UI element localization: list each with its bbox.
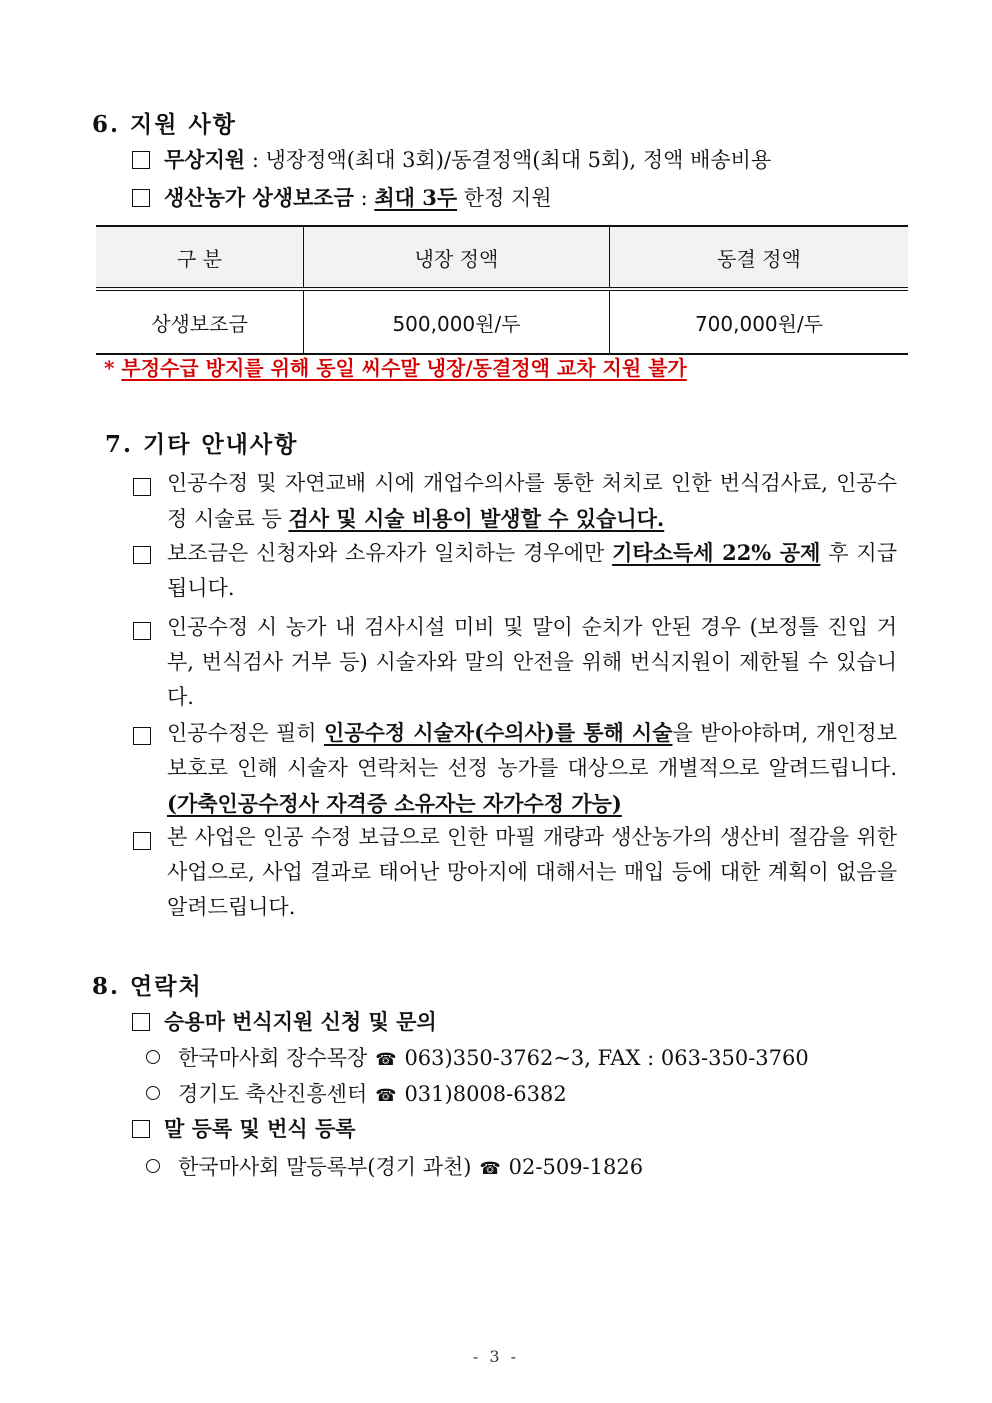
- table-header-cell: 냉장 정액: [304, 226, 610, 289]
- subsidy-limit: 최대 3두: [374, 185, 458, 210]
- checkbox-icon: [133, 727, 151, 745]
- note-asterisk: *: [104, 356, 122, 380]
- notice-paragraph-5: 본 사업은 인공 수정 보급으로 인한 마필 개량과 생산농가의 생산비 절감을 위한 사업으로, 사업 결과로 태어난 망아지에 대해서는 매입 등에 대한 계획이 없음을 알려드립니다.: [167, 825, 897, 919]
- table-header-cell: 구 분: [96, 226, 304, 289]
- section-8-title: 8. 연락처: [92, 973, 203, 1000]
- subsidy-table: [96, 225, 908, 355]
- table-cell: 상생보조금: [96, 289, 304, 354]
- free-support-label: 무상지원: [164, 147, 246, 172]
- bullet-circle-icon: [146, 1159, 160, 1173]
- section-6-title: 6. 지원 사항: [92, 111, 237, 138]
- table-header-row: [96, 226, 908, 289]
- subsidy-colon: :: [353, 186, 375, 210]
- phone-icon: ☎: [479, 1159, 501, 1179]
- contact-item-registry: [146, 1153, 643, 1183]
- notice-1-text: 인공수정 및 자연교배 시에 개업수의사를 통한 처치로 인한 번식검사료, 인공수정 시술료 등: [167, 471, 897, 531]
- contact-3-name: 한국마사회 말등록부(경기 과천): [178, 1155, 472, 1179]
- contact-item-gyeonggi: [146, 1080, 567, 1110]
- contact-3-phone: 02-509-1826: [508, 1155, 644, 1179]
- support-item-free: [132, 146, 771, 174]
- notice-4-tail: 을 받아야하며, 개인정보 보호로 인해 시술자 연락처는 선정 농가를 대상으로 개별적으로 알려드립니다.: [167, 721, 897, 780]
- checkbox-icon: [133, 832, 151, 850]
- subsidy-text: 한정 지원: [457, 186, 552, 210]
- contact-2-phone: 031)8008-6382: [404, 1082, 567, 1106]
- checkbox-icon: [132, 151, 150, 169]
- notice-paragraph-4: [167, 715, 897, 822]
- bullet-circle-icon: [146, 1050, 160, 1064]
- contact-2-name: 경기도 축산진흥센터: [178, 1082, 368, 1106]
- checkbox-icon: [133, 622, 151, 640]
- checkbox-icon: [132, 189, 150, 207]
- free-support-text: : 냉장정액(최대 3회)/동결정액(최대 5회), 정액 배송비용: [245, 148, 772, 172]
- table-cell: 500,000원/두: [304, 289, 610, 354]
- notice-paragraph-1: [167, 466, 897, 537]
- bullet-circle-icon: [146, 1086, 160, 1100]
- note-text: 부정수급 방지를 위해 동일 씨수말 냉장/동결정액 교차 지원 불가: [121, 356, 687, 380]
- page-number: - 3 -: [472, 1347, 520, 1366]
- phone-icon: ☎: [375, 1050, 397, 1070]
- notice-paragraph-3: 인공수정 시 농가 내 검사시설 미비 및 말이 순치가 안된 경우 (보정틀 진입 거부, 번식검사 거부 등) 시술자와 말의 안전을 위해 번식지원이 제한될 수 있습니다.: [167, 615, 897, 709]
- contact-1-name: 한국마사회 장수목장: [178, 1046, 368, 1070]
- notice-paragraph-2: [167, 535, 897, 606]
- checkbox-icon: [132, 1013, 150, 1031]
- contact-group-breeding: [132, 1008, 437, 1036]
- notice-2-tail: 후 지급됩니다.: [167, 541, 897, 600]
- subsidy-label: 생산농가 상생보조금: [164, 185, 354, 210]
- notice-4-emphasis: 인공수정 시술자(수의사)를 통해 시술: [323, 720, 673, 745]
- contact-group-2-label: 말 등록 및 번식 등록: [164, 1116, 356, 1141]
- notice-4-text: 인공수정은 필히: [167, 721, 324, 745]
- checkbox-icon: [132, 1120, 150, 1138]
- notice-2-emphasis: 기타소득세 22% 공제: [612, 540, 821, 565]
- table-row: [96, 289, 908, 354]
- contact-group-registration: [132, 1115, 356, 1143]
- support-item-subsidy: [132, 184, 552, 212]
- notice-2-text: 보조금은 신청자와 소유자가 일치하는 경우에만: [167, 541, 613, 565]
- section-7-title: 7. 기타 안내사항: [105, 431, 299, 458]
- checkbox-icon: [133, 478, 151, 496]
- contact-group-1-label: 승용마 번식지원 신청 및 문의: [164, 1009, 437, 1034]
- contact-1-phone: 063)350-3762~3, FAX : 063-350-3760: [404, 1046, 809, 1070]
- phone-icon: ☎: [375, 1086, 397, 1106]
- table-header-cell: 동결 정액: [610, 226, 909, 289]
- contact-item-jangsu: [146, 1044, 809, 1074]
- warning-note: [104, 352, 687, 381]
- notice-4-note: (가축인공수정사 자격증 소유자는 자가수정 가능): [167, 791, 622, 816]
- table-cell: 700,000원/두: [610, 289, 909, 354]
- notice-1-emphasis: 검사 및 시술 비용이 발생할 수 있습니다.: [288, 506, 665, 531]
- checkbox-icon: [133, 546, 151, 564]
